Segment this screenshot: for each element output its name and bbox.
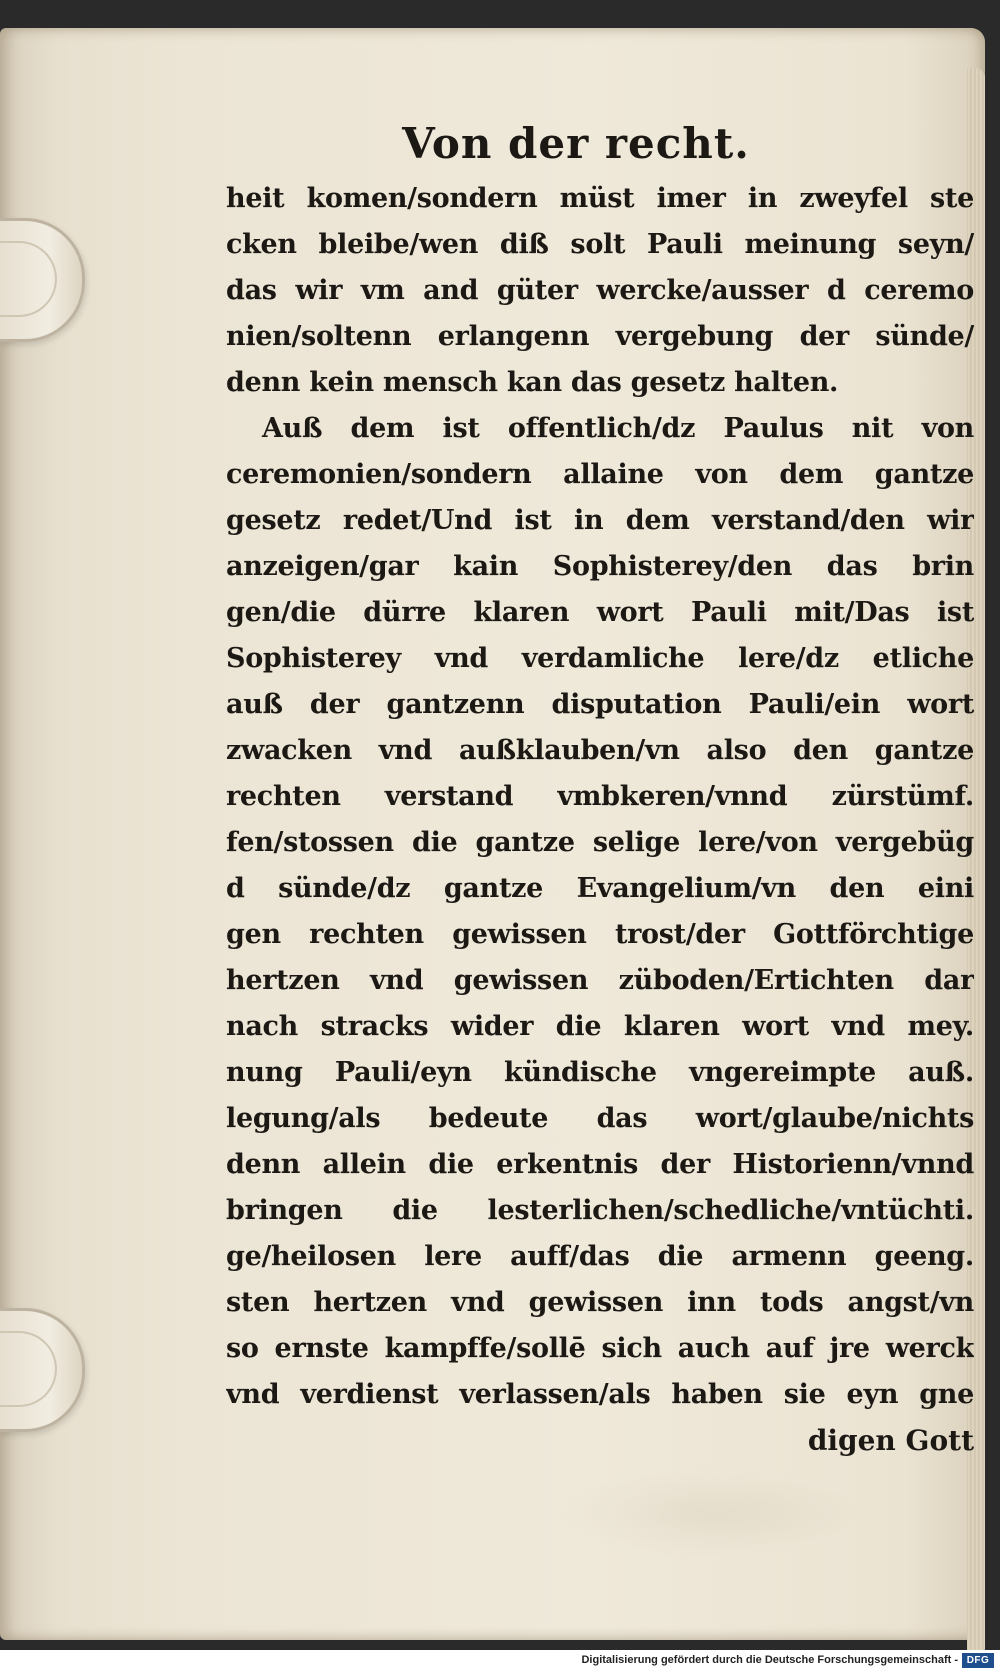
text-line: anzeigen/gar kain Sophisterey/den das brin xyxy=(226,551,974,582)
text-line: so ernste kampffe/sollē sich auch auf jre werck xyxy=(226,1333,974,1364)
text-block xyxy=(226,112,974,1464)
text-line: nien/soltenn erlangenn vergebung der sünde/ xyxy=(226,321,974,352)
ink-bleed xyxy=(560,1468,860,1558)
text-line: Auß dem ist offentlich/dz Paulus nit von xyxy=(262,413,974,444)
text-line: denn allein die erkentnis der Historienn/vnnd xyxy=(226,1149,974,1180)
footer-bar xyxy=(0,1650,1000,1672)
text-line: das wir vm and güter wercke/ausser d ceremo xyxy=(226,275,974,306)
text-line: ceremonien/sondern allaine von dem gantze xyxy=(226,459,974,490)
book-page xyxy=(0,28,985,1640)
text-line: gen/die dürre klaren wort Pauli mit/Das ist xyxy=(226,597,974,628)
dfg-logo: DFG xyxy=(962,1653,994,1668)
text-line: gesetz redet/Und ist in dem verstand/den wir xyxy=(226,505,974,536)
text-line: auß der gantzenn disputation Pauli/ein wort xyxy=(226,689,974,720)
text-line: d sünde/dz gantze Evangelium/vn den eini xyxy=(226,873,974,904)
text-line: rechten verstand vmbkeren/vnnd zürstümf. xyxy=(226,781,974,812)
funding-notice: Digitalisierung gefördert durch die Deutsche Forschungsgemeinschaft - xyxy=(581,1654,958,1666)
text-line: nung Pauli/eyn kündische vngereimpte auß. xyxy=(226,1057,974,1088)
text-line: heit komen/sondern müst imer in zweyfel ste xyxy=(226,183,974,214)
page-clip-top xyxy=(0,218,85,342)
text-line: hertzen vnd gewissen züboden/Ertichten dar xyxy=(226,965,974,996)
text-line: gen rechten gewissen trost/der Gottförchtige xyxy=(226,919,974,950)
running-head: Von der recht. xyxy=(402,119,750,168)
text-line: fen/stossen die gantze selige lere/von vergebüg xyxy=(226,827,974,858)
text-line: Sophisterey vnd verdamliche lere/dz etliche xyxy=(226,643,974,674)
text-line: vnd verdienst verlassen/als haben sie eyn gne xyxy=(226,1379,974,1410)
text-line: sten hertzen vnd gewissen inn tods angst/vn xyxy=(226,1287,974,1318)
text-line: bringen die lesterlichen/schedliche/vntüchti. xyxy=(226,1195,974,1226)
text-line: ge/heilosen lere auff/das die armenn geeng. xyxy=(226,1241,974,1272)
text-line: zwacken vnd außklauben/vn also den gantze xyxy=(226,735,974,766)
text-line: legung/als bedeute das wort/glaube/nichts xyxy=(226,1103,974,1134)
text-line: cken bleibe/wen diß solt Pauli meinung seyn/ xyxy=(226,229,974,260)
catchword: digen Gott xyxy=(807,1424,974,1457)
text-line: nach stracks wider die klaren wort vnd mey. xyxy=(226,1011,974,1042)
text-line: denn kein mensch kan das gesetz halten. xyxy=(226,367,839,398)
page-clip-bottom xyxy=(0,1308,85,1432)
